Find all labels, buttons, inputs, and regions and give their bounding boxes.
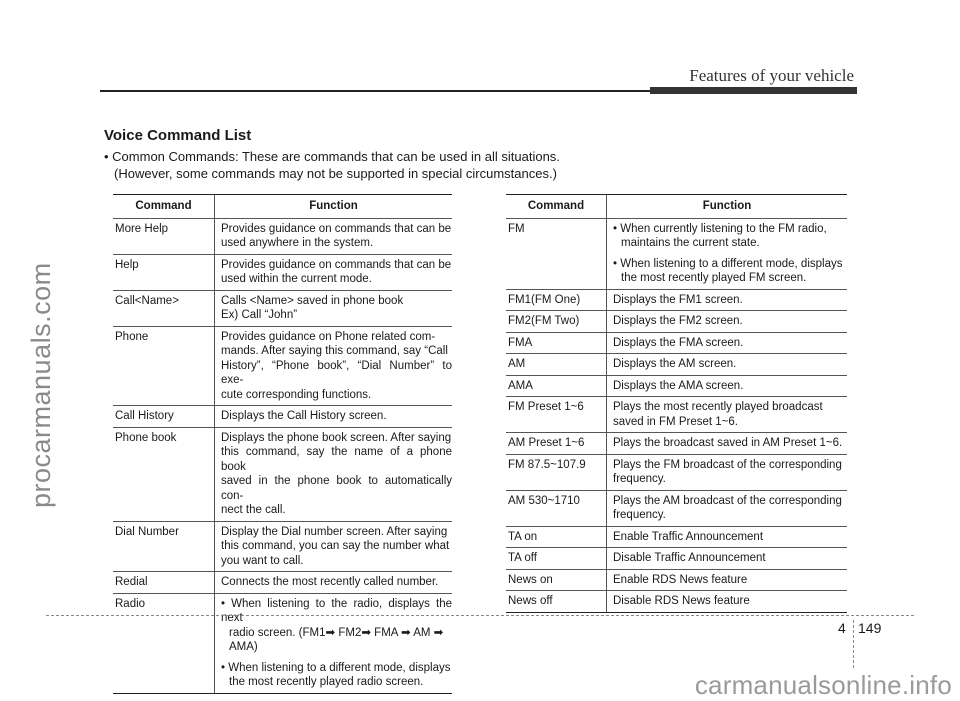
command-cell: Call History	[113, 406, 215, 428]
function-text-line: Enable Traffic Announcement	[613, 530, 764, 543]
function-cell	[607, 311, 848, 333]
function-text-line: Disable Traffic Announcement	[613, 552, 766, 564]
function-text-line: AMA)	[229, 641, 258, 653]
table-row	[113, 290, 452, 326]
table-header-row	[506, 195, 847, 219]
table-header-row	[113, 195, 452, 219]
side-watermark: procarmanuals.com	[26, 262, 56, 508]
table-row	[506, 591, 847, 613]
function-text-line: used anywhere in the system.	[221, 237, 374, 249]
function-text-line: Connects the most recently called number.	[221, 576, 439, 588]
function-text-line: you want to call.	[221, 554, 304, 567]
function-text-line: • When listening to the radio, displays the next	[221, 597, 452, 624]
command-cell: FM2(FM Two)	[506, 311, 607, 333]
function-text-line: used within the current mode.	[221, 273, 372, 285]
table-row	[506, 526, 847, 548]
table-row	[113, 427, 452, 521]
function-cell	[607, 569, 848, 591]
function-text-line: Plays the FM broadcast of the corresponding	[613, 458, 842, 471]
right-table-body	[506, 218, 847, 612]
left-command-table	[113, 194, 452, 694]
table-row	[506, 548, 847, 570]
function-text-line: Plays the broadcast saved in AM Preset 1~6.	[613, 437, 843, 449]
table-row	[506, 354, 847, 376]
table-row	[113, 593, 452, 693]
function-text-line: Disable RDS News feature	[613, 595, 750, 607]
function-text-line: frequency.	[613, 509, 666, 521]
command-column-header: Command	[113, 195, 215, 219]
command-cell: News on	[506, 569, 607, 591]
function-text-line: saved in the phone book to automatically con-	[221, 475, 452, 502]
command-cell: FM1(FM One)	[506, 289, 607, 311]
command-cell: FMA	[506, 332, 607, 354]
function-cell	[215, 326, 453, 406]
function-cell	[215, 427, 453, 521]
function-text-line: maintains the current state.	[621, 237, 760, 249]
table-row	[506, 454, 847, 490]
table-row	[506, 311, 847, 333]
function-text-line: cute corresponding functions.	[221, 388, 372, 401]
function-bullet	[613, 257, 847, 286]
function-cell	[215, 572, 453, 594]
table-row	[113, 254, 452, 290]
command-cell: AM Preset 1~6	[506, 433, 607, 455]
function-text-line: Displays the phone book screen. After saying	[221, 431, 452, 444]
function-cell	[215, 406, 453, 428]
function-text-line: the most recently played FM screen.	[621, 272, 807, 284]
function-cell	[607, 289, 848, 311]
function-bullet	[221, 597, 452, 655]
function-text-line: History”, “Phone book”, “Dial Number” to exe-	[221, 359, 452, 386]
function-cell	[215, 254, 453, 290]
command-cell: Radio	[113, 593, 215, 693]
table-row	[506, 375, 847, 397]
command-cell: FM Preset 1~6	[506, 397, 607, 433]
right-command-table	[506, 194, 847, 613]
table-row	[113, 326, 452, 406]
table-row	[113, 572, 452, 594]
function-text-line: Ex) Call “John”	[221, 309, 298, 321]
header-accent-bar	[650, 87, 857, 94]
table-row	[506, 569, 847, 591]
function-cell	[215, 521, 453, 572]
function-text-line: Display the Dial number screen. After saying	[221, 525, 448, 538]
command-cell: Phone	[113, 326, 215, 406]
intro-line-1: • Common Commands: These are commands that can be used in all situations.	[104, 149, 560, 164]
command-cell: TA on	[506, 526, 607, 548]
function-column-header: Function	[607, 195, 848, 219]
function-text-line: • When listening to a different mode, displays	[221, 661, 451, 674]
function-text-line: saved in FM Preset 1~6.	[613, 415, 738, 428]
command-cell: News off	[506, 591, 607, 613]
function-text-line: nect the call.	[221, 504, 286, 516]
footer-rule	[46, 615, 914, 616]
table-row	[506, 332, 847, 354]
function-bullet	[613, 222, 847, 251]
function-text-line: this command, you can say the number what	[221, 540, 450, 552]
command-cell: FM 87.5~107.9	[506, 454, 607, 490]
header-title: Features of your vehicle	[689, 66, 854, 85]
section-title: Voice Command List	[104, 127, 252, 144]
function-cell	[607, 548, 848, 570]
function-bullet	[221, 661, 452, 690]
header-rule	[100, 90, 650, 92]
function-text-line: • When currently listening to the FM radio,	[613, 222, 827, 235]
command-cell: AM 530~1710	[506, 490, 607, 526]
command-cell: AMA	[506, 375, 607, 397]
function-cell	[607, 591, 848, 613]
function-cell	[215, 290, 453, 326]
function-text-line: Enable RDS News feature	[613, 573, 748, 586]
function-text-line: Provides guidance on commands that can be	[221, 222, 452, 235]
chapter-number: 4	[838, 620, 846, 636]
function-cell	[607, 218, 848, 289]
command-cell: FM	[506, 218, 607, 289]
table-row	[113, 521, 452, 572]
function-text-line: radio screen. (FM1➡ FM2➡ FMA ➡ AM ➡	[229, 626, 444, 639]
command-cell: Dial Number	[113, 521, 215, 572]
command-cell: More Help	[113, 218, 215, 254]
function-text-line: • When listening to a different mode, displays	[613, 257, 843, 270]
function-text-line: Displays the Call History screen.	[221, 410, 387, 422]
intro-text	[104, 148, 560, 182]
function-text-line: Displays the FMA screen.	[613, 336, 744, 349]
table-row	[506, 490, 847, 526]
function-text-line: frequency.	[613, 473, 666, 485]
function-cell	[607, 454, 848, 490]
page-number: 149	[858, 620, 882, 636]
function-column-header: Function	[215, 195, 453, 219]
function-text-line: Displays the FM2 screen.	[613, 315, 743, 327]
table-row	[506, 289, 847, 311]
function-cell	[607, 332, 848, 354]
table-row	[113, 218, 452, 254]
table-row	[506, 218, 847, 289]
command-cell: Redial	[113, 572, 215, 594]
function-text-line: Displays the AMA screen.	[613, 379, 744, 392]
intro-line-2: (However, some commands may not be supported in special circumstances.)	[114, 166, 557, 181]
table-row	[113, 406, 452, 428]
function-cell	[607, 490, 848, 526]
function-text-line: Displays the FM1 screen.	[613, 293, 743, 306]
table-row	[506, 433, 847, 455]
function-text-line: Plays the most recently played broadcast	[613, 401, 823, 413]
function-cell	[607, 433, 848, 455]
left-table-body	[113, 218, 452, 693]
function-text-line: Provides guidance on Phone related com-	[221, 330, 436, 343]
command-cell: TA off	[506, 548, 607, 570]
function-text-line: Plays the AM broadcast of the corresponding	[613, 494, 842, 507]
command-column-header: Command	[506, 195, 607, 219]
table-row	[506, 397, 847, 433]
function-cell	[215, 218, 453, 254]
function-cell	[215, 593, 453, 693]
command-cell: AM	[506, 354, 607, 376]
function-text-line: this command, say the name of a phone book	[221, 446, 452, 473]
command-cell: Help	[113, 254, 215, 290]
command-cell: Phone book	[113, 427, 215, 521]
bottom-watermark: carmanualsonline.info	[694, 670, 952, 700]
function-cell	[607, 375, 848, 397]
command-cell: Call<Name>	[113, 290, 215, 326]
function-text-line: the most recently played radio screen.	[229, 676, 424, 688]
function-text-line: Displays the AM screen.	[613, 358, 737, 370]
function-cell	[607, 397, 848, 433]
function-text-line: Calls <Name> saved in phone book	[221, 294, 404, 307]
page-number-divider	[853, 620, 854, 668]
function-cell	[607, 526, 848, 548]
function-text-line: Provides guidance on commands that can be	[221, 258, 452, 271]
function-cell	[607, 354, 848, 376]
function-text-line: mands. After saying this command, say “Call	[221, 345, 448, 357]
